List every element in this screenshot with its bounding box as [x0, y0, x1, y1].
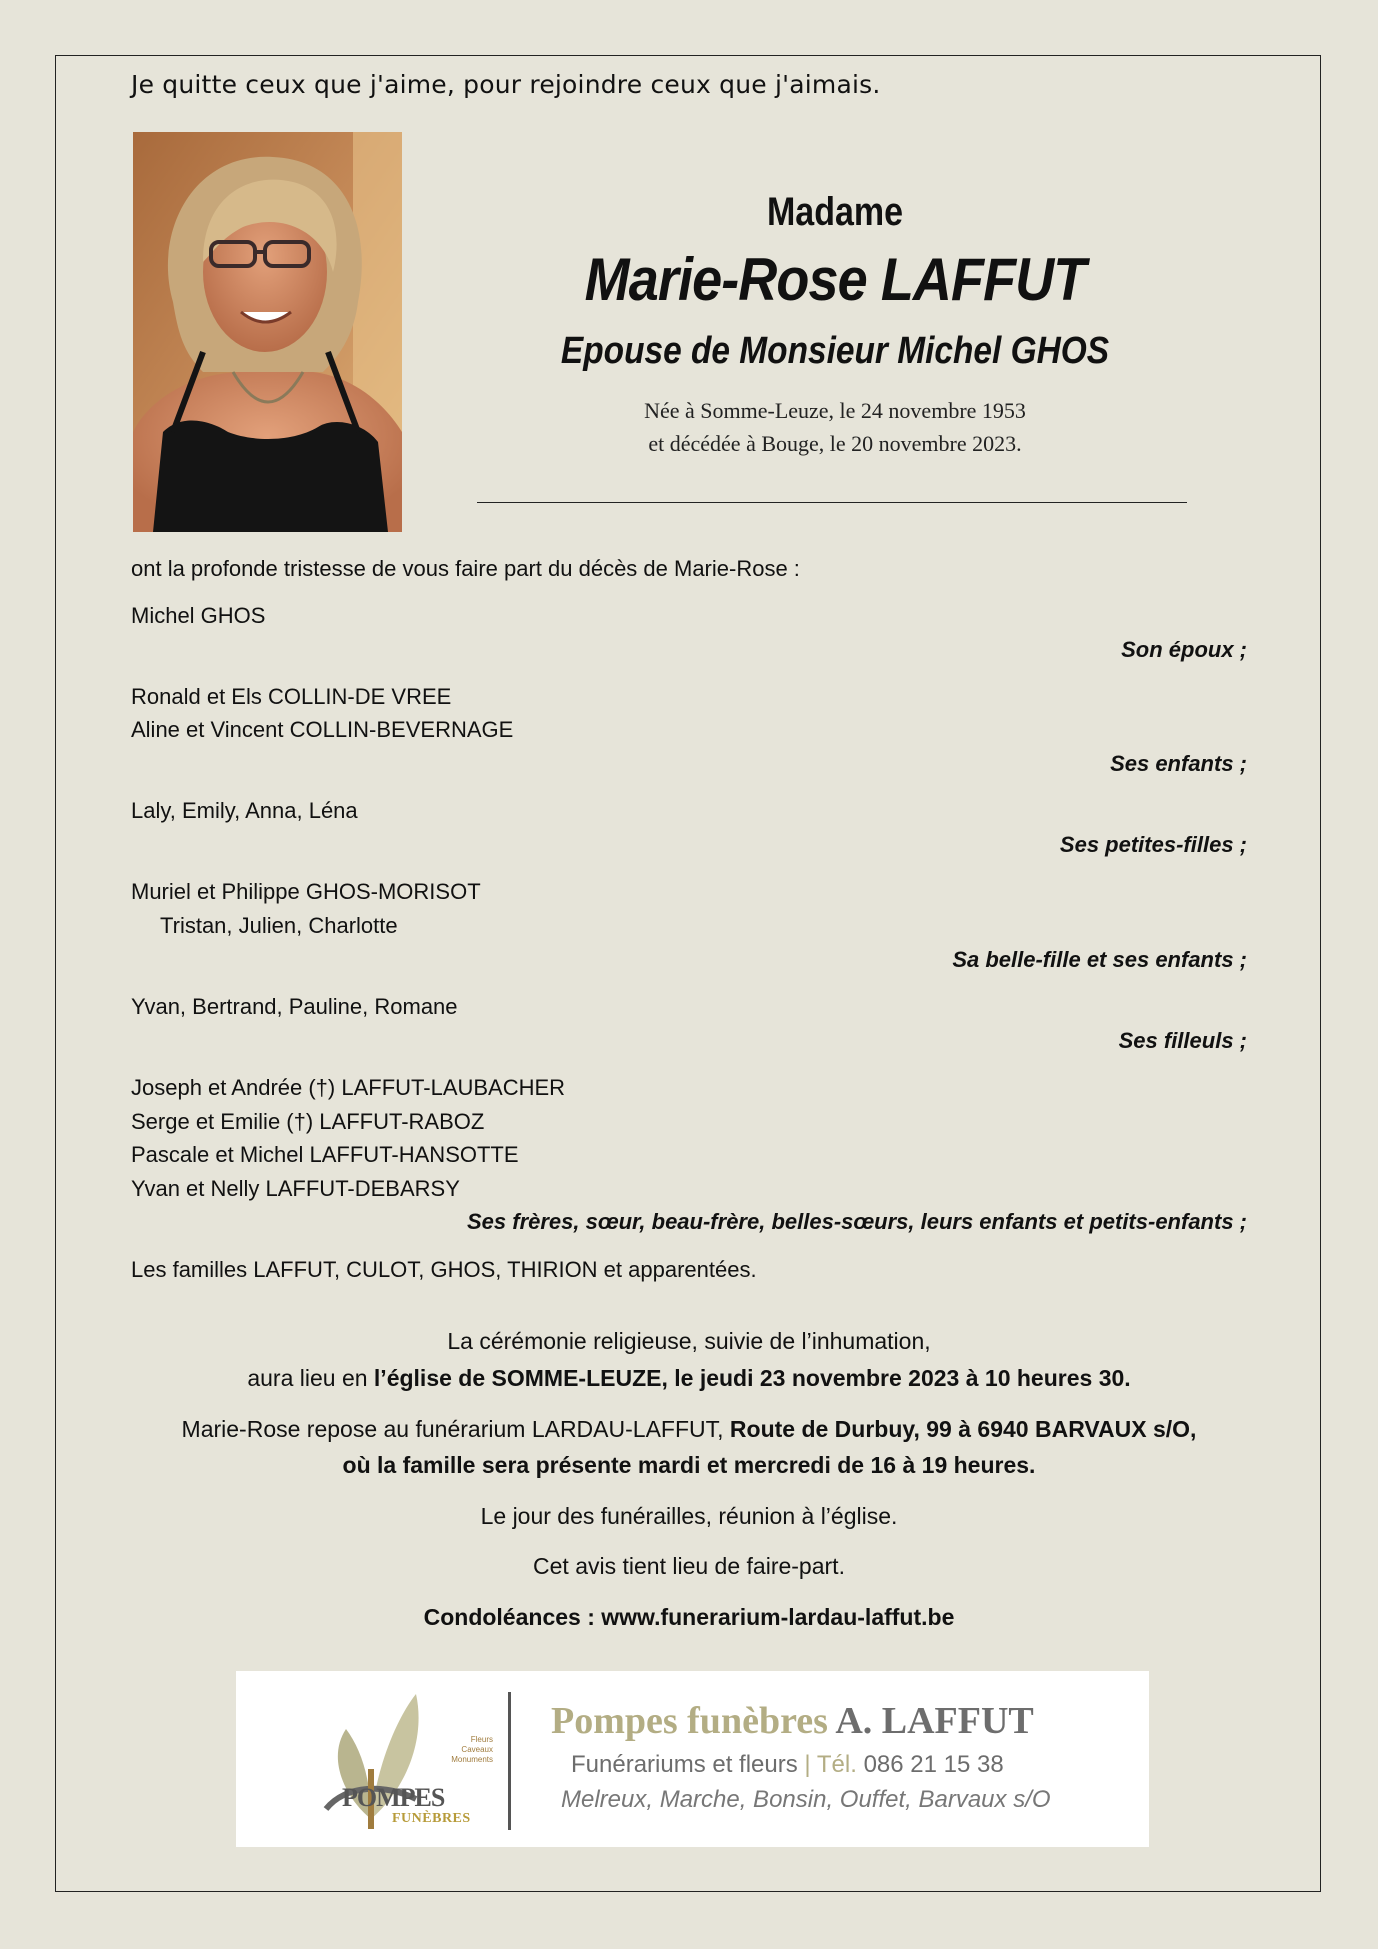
brand-pompes: POMPES — [342, 1783, 445, 1812]
family-name: Aline et Vincent COLLIN-BEVERNAGE — [131, 717, 514, 742]
funerarium-text: Marie-Rose repose au funérarium LARDAU-LAFFUT, — [181, 1416, 730, 1442]
meeting-line: Le jour des funérailles, réunion à l’église. — [480, 1503, 898, 1529]
family-name: Ronald et Els COLLIN-DE VREE — [131, 684, 452, 709]
condolences-link[interactable]: Condoléances : www.funerarium-lardau-laffut.be — [423, 1604, 955, 1630]
funeral-home-banner — [236, 1671, 1149, 1847]
ceremony-text: aura lieu en — [247, 1365, 374, 1391]
visiting-hours: où la famille sera présente mardi et mercredi de 16 à 19 heures. — [342, 1452, 1036, 1478]
death-line: et décédée à Bouge, le 20 novembre 2023. — [648, 431, 1022, 456]
deceased-name: Marie-Rose LAFFUT — [584, 246, 1086, 313]
honorific: Madame — [766, 190, 904, 234]
family-name: Yvan, Bertrand, Pauline, Romane — [131, 994, 458, 1019]
funeral-home-services: Funérariums et fleurs | Tél. 086 21 15 38 — [571, 1751, 1004, 1778]
family-name: Laly, Emily, Anna, Léna — [131, 798, 358, 823]
portrait-photo — [133, 132, 402, 532]
family-relation: Ses filleuls ; — [1118, 1028, 1247, 1053]
family-relation: Sa belle-fille et ses enfants ; — [952, 947, 1247, 972]
family-name: Muriel et Philippe GHOS-MORISOT — [131, 879, 481, 904]
family-name: Joseph et Andrée (†) LAFFUT-LAUBACHER — [131, 1075, 566, 1100]
spouse-line: Epouse de Monsieur Michel GHOS — [560, 330, 1110, 372]
families-line: Les familles LAFFUT, CULOT, GHOS, THIRION et apparentées. — [131, 1257, 757, 1282]
funerarium-address: Route de Durbuy, 99 à 6940 BARVAUX s/O, — [729, 1416, 1197, 1442]
family-relation: Ses frères, sœur, beau-frère, belles-sœurs, leurs enfants et petits-enfants ; — [466, 1209, 1247, 1234]
header-divider — [477, 502, 1187, 503]
brand-funebres: FUNÈBRES — [392, 1811, 471, 1826]
family-name: Michel GHOS — [131, 603, 266, 628]
logo-divider — [508, 1692, 511, 1830]
family-name: Pascale et Michel LAFFUT-HANSOTTE — [131, 1142, 519, 1167]
epitaph-quote: Je quitte ceux que j'aime, pour rejoindre ceux que j'aimais. — [131, 70, 881, 99]
notice-line: Cet avis tient lieu de faire-part. — [533, 1553, 845, 1579]
family-relation: Ses petites-filles ; — [1059, 832, 1247, 857]
ceremony-line: La cérémonie religieuse, suivie de l’inhumation, — [447, 1328, 931, 1354]
intro-text: ont la profonde tristesse de vous faire part du décès de Marie-Rose : — [131, 556, 800, 581]
family-relation: Ses enfants ; — [1110, 751, 1247, 776]
funeral-home-name: Pompes funèbres A. LAFFUT — [551, 1700, 1034, 1742]
family-name: Yvan et Nelly LAFFUT-DEBARSY — [131, 1176, 460, 1201]
ceremony-church: l’église de SOMME-LEUZE, le jeudi 23 novembre 2023 à 10 heures 30. — [373, 1365, 1131, 1391]
phone-number[interactable]: 086 21 15 38 — [863, 1751, 1004, 1778]
family-name: Serge et Emilie (†) LAFFUT-RABOZ — [131, 1109, 485, 1134]
life-dates — [470, 394, 1200, 460]
birth-line: Née à Somme-Leuze, le 24 novembre 1953 — [644, 398, 1026, 423]
ceremony-location — [131, 1365, 1247, 1392]
services-list: Fleurs Caveaux Monuments — [451, 1735, 493, 1764]
funeral-home-locations: Melreux, Marche, Bonsin, Ouffet, Barvaux s/O — [561, 1786, 1051, 1813]
family-name: Tristan, Julien, Charlotte — [160, 913, 398, 938]
funerarium-line — [131, 1416, 1247, 1443]
family-relation: Son époux ; — [1121, 637, 1247, 662]
